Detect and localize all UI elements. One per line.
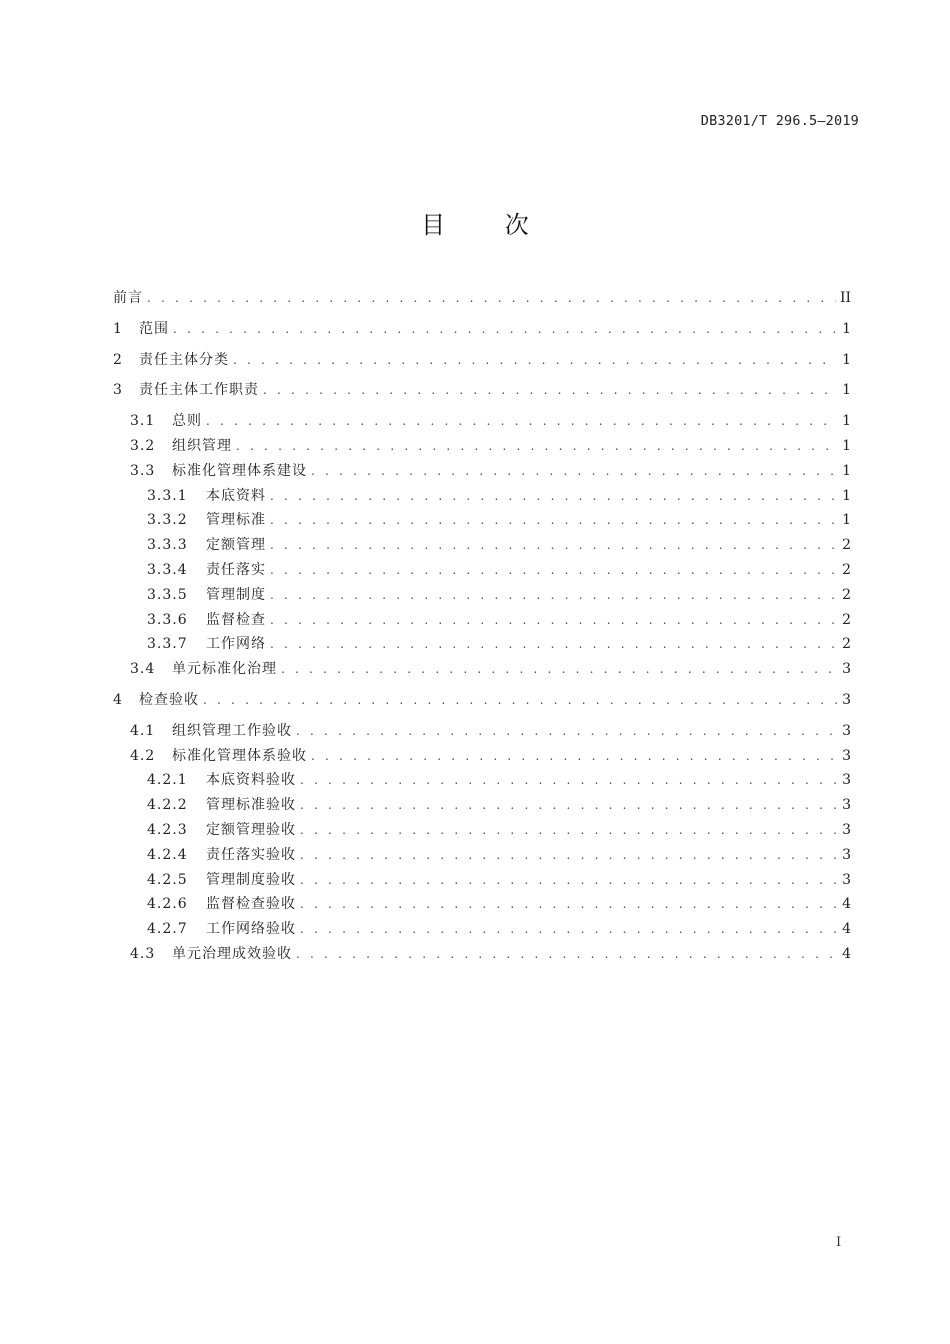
toc-dot-leader [300, 868, 837, 893]
toc-entry-number: 4.2.7 [147, 921, 188, 938]
toc-dot-leader [270, 583, 837, 608]
toc-entry-label: 标准化管理体系验收 [172, 747, 307, 764]
toc-entry[interactable] [113, 917, 851, 942]
toc-dot-leader [270, 508, 837, 533]
toc-entry-page: II [839, 290, 851, 306]
toc-entry-page: 4 [842, 896, 851, 913]
toc-entry-label: 定额管理验收 [206, 821, 296, 838]
toc-entry-page: 2 [842, 611, 851, 628]
toc-entry[interactable] [113, 484, 851, 509]
toc-entry-page: 1 [842, 437, 851, 454]
toc-dot-leader [270, 558, 837, 583]
toc-entry-label: 管理标准 [206, 512, 266, 529]
toc-dot-leader [296, 719, 837, 744]
toc-dot-leader [173, 317, 837, 342]
toc-entry-label: 单元标准化治理 [172, 661, 277, 678]
toc-dot-leader [263, 378, 837, 403]
toc-entry-number: 3.3.3 [147, 537, 188, 554]
toc-entry-label: 管理制度 [206, 586, 266, 603]
toc-entry-page: 3 [842, 871, 851, 888]
toc-entry[interactable] [113, 508, 851, 533]
toc-entry-page: 1 [842, 413, 851, 430]
toc-entry[interactable] [113, 768, 851, 793]
toc-entry-label: 责任落实验收 [206, 846, 296, 863]
toc-dot-leader [300, 818, 837, 843]
toc-entry[interactable] [113, 459, 851, 484]
toc-entry[interactable] [113, 818, 851, 843]
toc-entry-number: 3.3.1 [147, 487, 188, 504]
toc-entry[interactable] [113, 719, 851, 744]
toc-entry-number: 4.2.3 [147, 821, 188, 838]
toc-entry-label: 定额管理 [206, 537, 266, 554]
toc-entry-number: 3.3 [130, 462, 156, 479]
toc-entry-number: 3 [113, 382, 123, 399]
toc-entry[interactable] [113, 688, 851, 713]
toc-dot-leader [147, 286, 836, 311]
toc-dot-leader [206, 409, 837, 434]
toc-entry-number: 3.3.5 [147, 586, 188, 603]
toc-entry-label: 前言 [113, 290, 143, 306]
toc-entry-label: 本底资料 [206, 487, 266, 504]
toc-entry[interactable] [113, 434, 851, 459]
toc-dot-leader [300, 843, 837, 868]
toc-entry-page: 1 [842, 320, 851, 337]
footer-page-number: I [836, 1235, 842, 1250]
toc-entry-number: 1 [113, 320, 123, 337]
toc-entry[interactable] [113, 409, 851, 434]
toc-entry-page: 1 [842, 512, 851, 529]
toc-entry-label: 管理标准验收 [206, 797, 296, 814]
toc-entry-page: 2 [842, 561, 851, 578]
toc-entry[interactable] [113, 843, 851, 868]
toc-dot-leader [270, 533, 837, 558]
toc-entry-number: 3.3.7 [147, 636, 188, 653]
toc-entry[interactable] [113, 608, 851, 633]
toc-dot-leader [203, 688, 837, 713]
toc-entry[interactable] [113, 286, 851, 311]
toc-entry-number: 4.2 [130, 747, 156, 764]
toc-entry-number: 3.3.2 [147, 512, 188, 529]
toc-entry-page: 3 [842, 722, 851, 739]
toc-entry[interactable] [113, 558, 851, 583]
toc-dot-leader [233, 348, 837, 373]
toc-entry-page: 2 [842, 586, 851, 603]
toc-entry[interactable] [113, 317, 851, 342]
toc-entry[interactable] [113, 657, 851, 682]
toc-dot-leader [300, 768, 837, 793]
toc-entry-label: 范围 [139, 320, 169, 337]
toc-dot-leader [300, 892, 837, 917]
toc-entry-page: 2 [842, 537, 851, 554]
toc-entry[interactable] [113, 348, 851, 373]
toc-dot-leader [311, 744, 837, 769]
toc-entry-label: 责任主体工作职责 [139, 382, 259, 399]
toc-entry-number: 4.1 [130, 722, 156, 739]
toc-dot-leader [300, 917, 837, 942]
toc-entry-number: 3.3.6 [147, 611, 188, 628]
toc-entry-number: 3.3.4 [147, 561, 188, 578]
toc-entry-label: 责任主体分类 [139, 351, 229, 368]
document-code: DB3201/T 296.5—2019 [700, 113, 859, 129]
toc-entry-number: 4.2.4 [147, 846, 188, 863]
toc-entry[interactable] [113, 583, 851, 608]
toc-entry-number: 3.2 [130, 437, 156, 454]
toc-entry-label: 总则 [172, 413, 202, 430]
toc-entry-label: 工作网络验收 [206, 921, 296, 938]
toc-entry[interactable] [113, 533, 851, 558]
toc-entry-number: 4.2.6 [147, 896, 188, 913]
toc-entry-label: 监督检查验收 [206, 896, 296, 913]
toc-entry-number: 4.2.2 [147, 797, 188, 814]
toc-entry-label: 标准化管理体系建设 [172, 462, 307, 479]
toc-dot-leader [296, 942, 837, 967]
toc-entry[interactable] [113, 942, 851, 967]
table-of-contents [113, 286, 851, 967]
toc-entry-page: 4 [842, 945, 851, 962]
toc-entry-number: 2 [113, 351, 123, 368]
toc-entry[interactable] [113, 378, 851, 403]
toc-entry-page: 3 [842, 661, 851, 678]
toc-entry[interactable] [113, 793, 851, 818]
toc-entry-page: 1 [842, 487, 851, 504]
toc-entry-label: 单元治理成效验收 [172, 945, 292, 962]
toc-entry-number: 4 [113, 691, 123, 708]
toc-entry-label: 组织管理 [172, 437, 232, 454]
toc-entry-number: 3.4 [130, 661, 156, 678]
toc-entry-label: 检查验收 [139, 691, 199, 708]
toc-dot-leader [300, 793, 837, 818]
toc-dot-leader [270, 632, 837, 657]
toc-entry-page: 3 [842, 797, 851, 814]
toc-entry-page: 1 [842, 382, 851, 399]
toc-entry-label: 组织管理工作验收 [172, 722, 292, 739]
toc-entry-page: 3 [842, 821, 851, 838]
toc-dot-leader [281, 657, 837, 682]
toc-entry-page: 1 [842, 462, 851, 479]
toc-entry-number: 4.3 [130, 945, 156, 962]
toc-entry[interactable] [113, 868, 851, 893]
toc-entry-page: 1 [842, 351, 851, 368]
toc-entry-page: 3 [842, 846, 851, 863]
toc-entry-page: 3 [842, 691, 851, 708]
toc-dot-leader [270, 484, 837, 509]
toc-entry-label: 管理制度验收 [206, 871, 296, 888]
toc-entry[interactable] [113, 892, 851, 917]
toc-entry-number: 4.2.5 [147, 871, 188, 888]
toc-entry-label: 工作网络 [206, 636, 266, 653]
toc-entry[interactable] [113, 744, 851, 769]
toc-entry-number: 3.1 [130, 413, 156, 430]
page-title: 目 次 [421, 211, 555, 239]
toc-entry-label: 责任落实 [206, 561, 266, 578]
toc-dot-leader [270, 608, 837, 633]
toc-dot-leader [236, 434, 837, 459]
toc-entry-page: 4 [842, 921, 851, 938]
toc-entry[interactable] [113, 632, 851, 657]
toc-entry-number: 4.2.1 [147, 772, 188, 789]
toc-dot-leader [311, 459, 837, 484]
toc-entry-label: 本底资料验收 [206, 772, 296, 789]
toc-entry-label: 监督检查 [206, 611, 266, 628]
toc-entry-page: 3 [842, 747, 851, 764]
toc-entry-page: 3 [842, 772, 851, 789]
toc-entry-page: 2 [842, 636, 851, 653]
